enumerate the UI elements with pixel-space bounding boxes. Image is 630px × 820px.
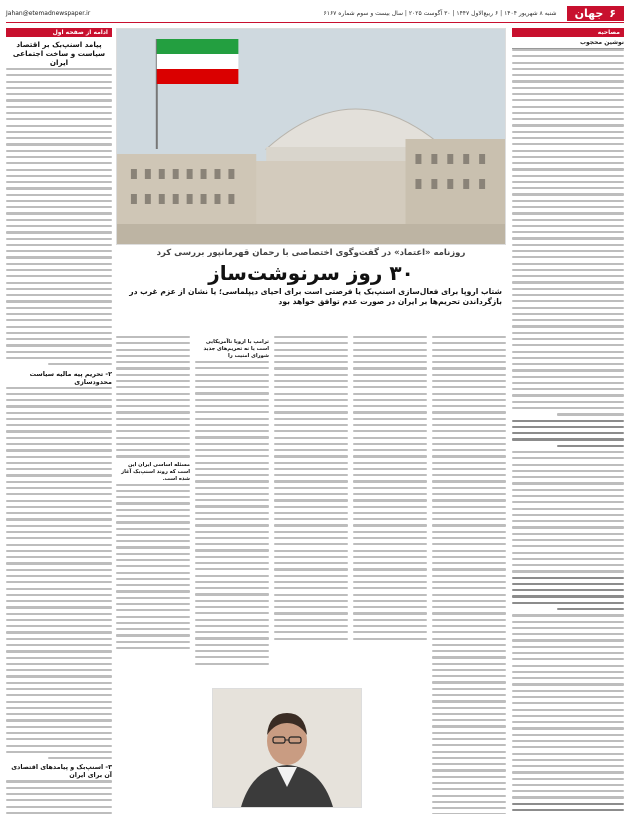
main-headline: ۳۰ روز سرنوشت‌ساز [208, 261, 414, 285]
question-2: مسئله اساسی ایران این است که روند اسنپ‌بک آغاز شده است. [121, 461, 190, 482]
right-text-block-2 [512, 451, 624, 573]
subheadline: شتاب اروپا برای فعال‌سازی اسنپ‌بک یا فرصتی است برای احیای دیپلماسی؛ یا نشان از عزم غرب در بازگرداندن تحریم‌ها بر ایران در صورت عدم توافق خواهد بود [129, 287, 502, 306]
question-1: ترامپ با اروپا ناآمریکایی است یا نه تحریم‌های جدید شورای امنیت را [203, 339, 269, 359]
left-text-block-2 [6, 387, 112, 760]
body-column-2 [353, 336, 427, 814]
left-strip: ادامه از صفحه اول [6, 28, 112, 37]
right-text-block-1 [512, 49, 624, 416]
left-text-block-3 [6, 780, 112, 814]
center-area [116, 28, 506, 814]
section-name: جهان [574, 6, 604, 20]
page-header [6, 4, 624, 23]
nuclear-plant-photo [116, 28, 506, 245]
plant-illustration [117, 29, 505, 244]
right-text-block-3 [512, 614, 624, 798]
left-article-title: پیامد اسنپ‌بک بر اقتصاد سیاست و ساخت اجتماعی ایران [12, 40, 106, 67]
left-subheading-2: ۳- اسنپ‌بک و پیامدهای اقتصادی آن برای ایران [11, 763, 112, 780]
left-subheading-1: ۲- تحریم پیه مالیه سیاست محدودسازی [29, 369, 112, 386]
portrait-illustration [213, 689, 361, 807]
body-column-5 [116, 336, 190, 814]
page-number: ۶ [609, 6, 616, 20]
kicker: روزنامه «اعتماد» در گفت‌وگوی اختصاصی با رحمان قهرمانپور بررسی کرد [156, 248, 466, 258]
right-column [512, 28, 624, 814]
body-column-1 [432, 336, 506, 814]
headline-block [116, 248, 506, 307]
issue-info: شنبه ۸ شهریور ۱۴۰۴ | ۶ ربیع‌الاول ۱۴۴۷ | ۳۰ آگوست ۲۰۲۵ | سال بیست و سوم شماره ۶۱۶۷ [323, 9, 557, 17]
email[interactable]: Jahan@etemadnewspaper.ir [6, 9, 91, 17]
right-bold-question-2 [512, 577, 624, 611]
right-bold-question-3 [512, 803, 624, 814]
left-column [6, 28, 112, 814]
column-author: نوشین محجوب [512, 37, 624, 49]
column-strip: مصاحبه [512, 28, 624, 37]
left-text-block-1 [6, 68, 112, 365]
interviewee-portrait [212, 688, 362, 808]
right-bold-question [512, 420, 624, 447]
section-label [567, 6, 624, 21]
